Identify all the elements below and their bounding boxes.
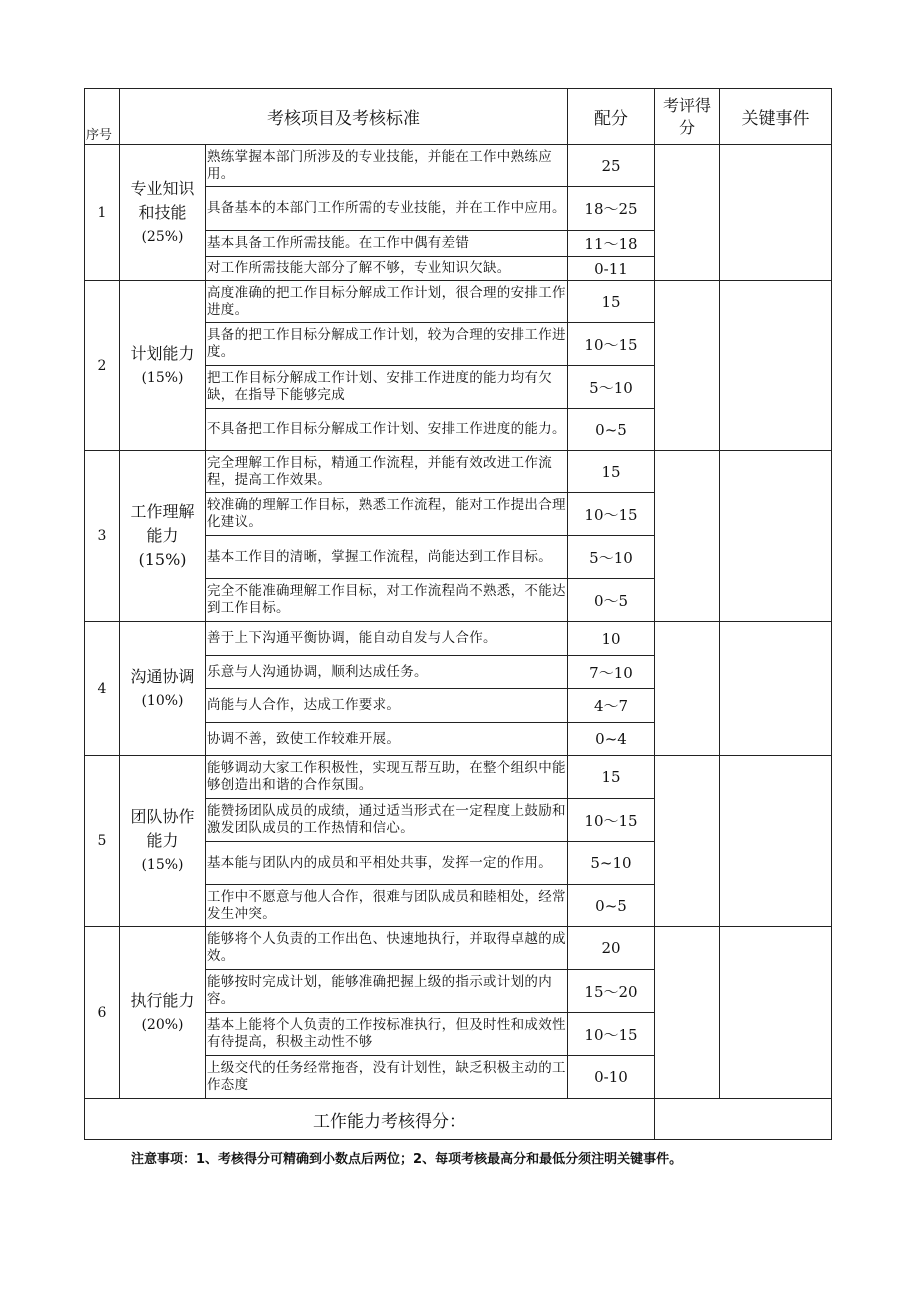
key-events-cell[interactable] — [720, 622, 832, 756]
points-cell: 11～18 — [568, 231, 655, 257]
category-name: 工作理解能力(15%) — [130, 502, 195, 569]
table-row — [85, 622, 832, 656]
points-cell: 0~4 — [568, 723, 655, 756]
total-score-cell[interactable] — [655, 1099, 832, 1140]
criterion-text: 对工作所需技能大部分了解不够，专业知识欠缺。 — [206, 257, 568, 281]
category-name: 执行能力 — [130, 990, 195, 1010]
key-events-cell[interactable] — [720, 281, 832, 451]
category-cell — [120, 622, 206, 756]
eval-score-cell[interactable] — [655, 281, 720, 451]
criterion-text: 协调不善，致使工作较难开展。 — [206, 723, 568, 756]
points-cell: 7～10 — [568, 656, 655, 689]
criterion-text: 善于上下沟通平衡协调，能自动自发与人合作。 — [206, 622, 568, 656]
eval-score-cell[interactable] — [655, 622, 720, 756]
criterion-text: 完全不能准确理解工作目标，对工作流程尚不熟悉，不能达到工作目标。 — [206, 579, 568, 622]
points-cell: 10 — [568, 622, 655, 656]
points-cell: 20 — [568, 927, 655, 970]
category-weight: (25%) — [141, 228, 184, 245]
table-row — [85, 451, 832, 493]
category-cell — [120, 145, 206, 281]
points-cell: 10～15 — [568, 1013, 655, 1056]
category-cell — [120, 451, 206, 622]
header-item: 考核项目及考核标准 — [120, 89, 568, 145]
criterion-text: 乐意与人沟通协调，顺利达成任务。 — [206, 656, 568, 689]
criterion-text: 基本工作目的清晰，掌握工作流程，尚能达到工作目标。 — [206, 536, 568, 579]
points-cell: 10～15 — [568, 323, 655, 366]
points-cell: 25 — [568, 145, 655, 187]
points-cell: 15 — [568, 756, 655, 799]
criterion-text: 尚能与人合作，达成工作要求。 — [206, 689, 568, 723]
table-row — [85, 145, 832, 187]
points-cell: 15～20 — [568, 970, 655, 1013]
category-cell — [120, 756, 206, 927]
eval-score-cell[interactable] — [655, 145, 720, 281]
points-cell: 0~5 — [568, 409, 655, 451]
total-row — [85, 1099, 832, 1140]
category-cell — [120, 281, 206, 451]
category-seq: 2 — [85, 281, 120, 451]
category-cell — [120, 927, 206, 1099]
points-cell: 5~10 — [568, 842, 655, 885]
category-weight: (15%) — [141, 857, 184, 873]
header-seq: 序号 — [85, 89, 120, 145]
criterion-text: 完全理解工作目标，精通工作流程，并能有效改进工作流程，提高工作效果。 — [206, 451, 568, 493]
points-cell: 10～15 — [568, 799, 655, 842]
eval-score-cell[interactable] — [655, 451, 720, 622]
note: 注意事项：1、考核得分可精确到小数点后两位；2、每项考核最高分和最低分须注明关键事件。 — [131, 1152, 683, 1167]
criterion-text: 上级交代的任务经常拖沓，没有计划性，缺乏积极主动的工作态度 — [206, 1056, 568, 1099]
table-row — [85, 281, 832, 323]
table-row — [85, 927, 832, 970]
points-cell: 0-11 — [568, 257, 655, 281]
points-cell: 4～7 — [568, 689, 655, 723]
points-cell: 15 — [568, 451, 655, 493]
eval-score-cell[interactable] — [655, 927, 720, 1099]
category-seq: 1 — [85, 145, 120, 281]
category-seq: 4 — [85, 622, 120, 756]
category-seq: 3 — [85, 451, 120, 622]
criterion-text: 工作中不愿意与他人合作，很难与团队成员和睦相处，经常发生冲突。 — [206, 885, 568, 927]
points-cell: 0～5 — [568, 579, 655, 622]
category-seq: 6 — [85, 927, 120, 1099]
criterion-text: 具备的把工作目标分解成工作计划，较为合理的安排工作进度。 — [206, 323, 568, 366]
category-weight: (15%) — [141, 369, 184, 386]
category-name: 计划能力 — [130, 343, 195, 363]
criterion-text: 具备基本的本部门工作所需的专业技能，并在工作中应用。 — [206, 187, 568, 231]
points-cell: 5～10 — [568, 366, 655, 409]
criterion-text: 较准确的理解工作目标，熟悉工作流程，能对工作提出合理化建议。 — [206, 493, 568, 536]
criterion-text: 基本具备工作所需技能。在工作中偶有差错 — [206, 231, 568, 257]
criterion-text: 熟练掌握本部门所涉及的专业技能，并能在工作中熟练应用。 — [206, 145, 568, 187]
criterion-text: 能够将个人负责的工作出色、快速地执行，并取得卓越的成效。 — [206, 927, 568, 970]
key-events-cell[interactable] — [720, 451, 832, 622]
points-cell: 5～10 — [568, 536, 655, 579]
key-events-cell[interactable] — [720, 927, 832, 1099]
category-weight: (10%) — [141, 692, 184, 709]
evaluation-table — [84, 88, 832, 1140]
header-row — [85, 89, 832, 145]
key-events-cell[interactable] — [720, 756, 832, 927]
criterion-text: 不具备把工作目标分解成工作计划、安排工作进度的能力。 — [206, 409, 568, 451]
criterion-text: 基本上能将个人负责的工作按标准执行，但及时性和成效性有待提高，积极主动性不够 — [206, 1013, 568, 1056]
category-seq: 5 — [85, 756, 120, 927]
category-name: 团队协作能力 — [130, 807, 195, 850]
points-cell: 18～25 — [568, 187, 655, 231]
criterion-text: 能够调动大家工作积极性，实现互帮互助，在整个组织中能够创造出和谐的合作氛围。 — [206, 756, 568, 799]
points-cell: 0~5 — [568, 885, 655, 927]
criterion-text: 基本能与团队内的成员和平相处共事，发挥一定的作用。 — [206, 842, 568, 885]
category-weight: (20%) — [141, 1016, 184, 1033]
table-row — [85, 756, 832, 799]
category-name: 沟通协调 — [130, 666, 195, 686]
category-name: 专业知识和技能 — [130, 178, 195, 222]
eval-score-cell[interactable] — [655, 756, 720, 927]
criterion-text: 高度准确的把工作目标分解成工作计划，很合理的安排工作进度。 — [206, 281, 568, 323]
points-cell: 0-10 — [568, 1056, 655, 1099]
key-events-cell[interactable] — [720, 145, 832, 281]
header-key-events: 关键事件 — [720, 89, 832, 145]
criterion-text: 把工作目标分解成工作计划、安排工作进度的能力均有欠缺，在指导下能够完成 — [206, 366, 568, 409]
header-points: 配分 — [568, 89, 655, 145]
criterion-text: 能够按时完成计划，能够准确把握上级的指示或计划的内容。 — [206, 970, 568, 1013]
points-cell: 15 — [568, 281, 655, 323]
header-eval-score: 考评得分 — [655, 89, 720, 145]
total-label: 工作能力考核得分： — [85, 1099, 655, 1140]
points-cell: 10～15 — [568, 493, 655, 536]
criterion-text: 能赞扬团队成员的成绩，通过适当形式在一定程度上鼓励和激发团队成员的工作热情和信心。 — [206, 799, 568, 842]
